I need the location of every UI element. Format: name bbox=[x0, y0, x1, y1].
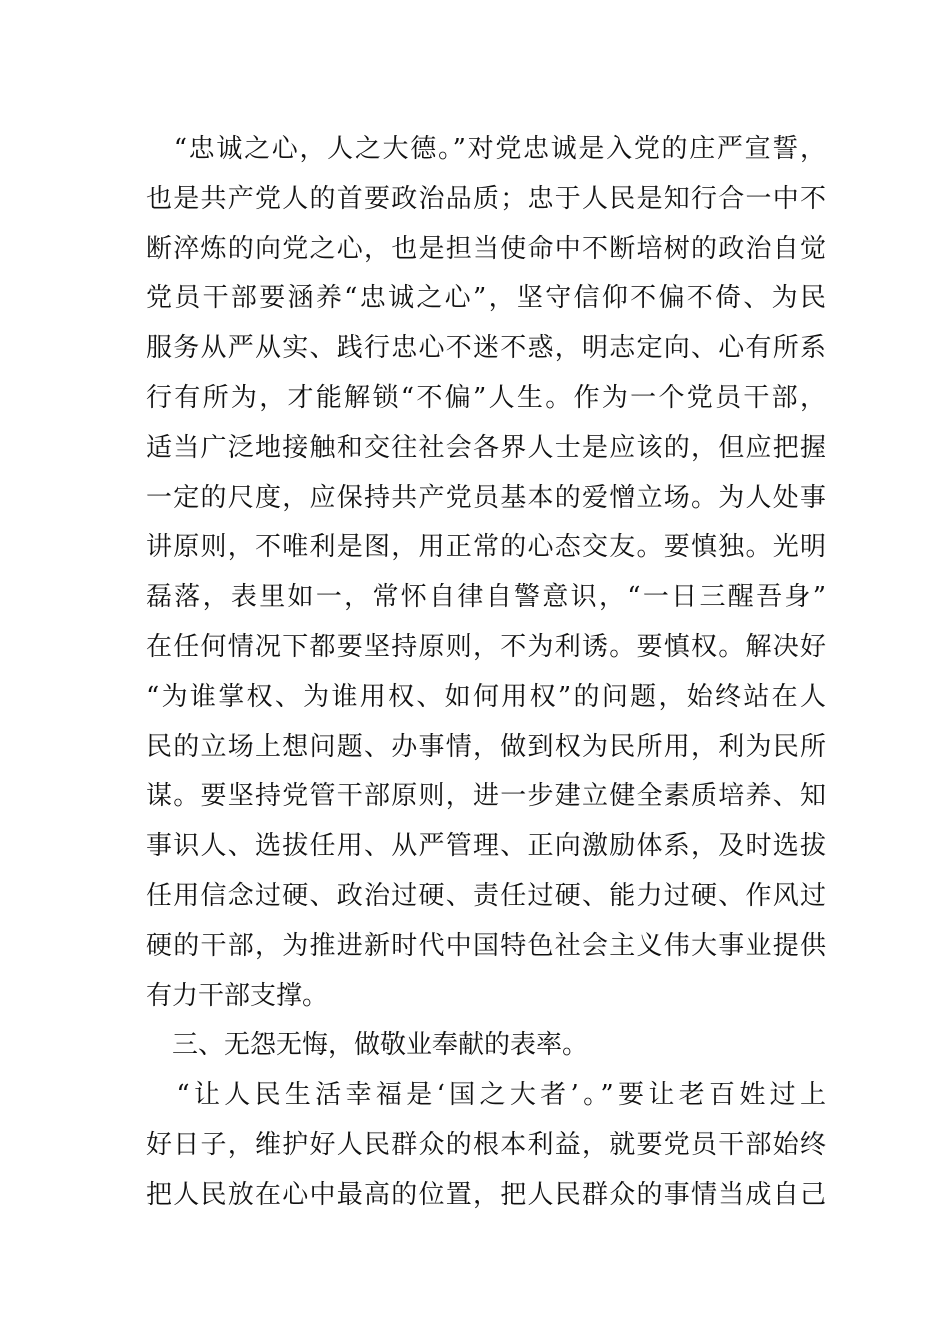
text-line: 任用信念过硬、政治过硬、责任过硬、能力过硬、作风过 bbox=[146, 880, 826, 911]
text-line: 行有所为，才能解锁“不偏”人生。作为一个党员干部， bbox=[146, 382, 826, 413]
text-line: 也是共产党人的首要政治品质；忠于人民是知行合一中不 bbox=[146, 183, 826, 214]
text-line: 民的立场上想问题、办事情，做到权为民所用，利为民所 bbox=[146, 731, 826, 762]
text-line: 断淬炼的向党之心，也是担当使命中不断培树的政治自觉 bbox=[146, 233, 826, 264]
text-line: 一定的尺度，应保持共产党员基本的爱憎立场。为人处事 bbox=[146, 482, 826, 513]
text-line: 在任何情况下都要坚持原则，不为利诱。要慎权。解决好 bbox=[146, 631, 826, 662]
text-line: 适当广泛地接触和交往社会各界人士是应该的，但应把握 bbox=[146, 432, 826, 463]
text-line: 硬的干部，为推进新时代中国特色社会主义伟大事业提供 bbox=[146, 930, 826, 961]
text-line: 党员干部要涵养“忠诚之心”，坚守信仰不偏不倚、为民 bbox=[146, 283, 826, 314]
text-line: 有力干部支撑。 bbox=[146, 980, 329, 1011]
text-line: 事识人、选拔任用、从严管理、正向激励体系，及时选拔 bbox=[146, 831, 826, 862]
text-line: “让人民生活幸福是‘国之大者’。”要让老百姓过上 bbox=[146, 1080, 826, 1111]
text-line: “为谁掌权、为谁用权、如何用权”的问题，始终站在人 bbox=[146, 681, 826, 712]
text-line: 好日子，维护好人民群众的根本利益，就要党员干部始终 bbox=[146, 1129, 826, 1160]
text-line: “忠诚之心，人之大德。”对党忠诚是入党的庄严宣誓， bbox=[146, 134, 826, 164]
text-line: 讲原则，不唯利是图，用正常的心态交友。要慎独。光明 bbox=[146, 532, 826, 563]
section-heading: 三、无怨无悔，做敬业奉献的表率。 bbox=[146, 1030, 589, 1061]
text-line: 把人民放在心中最高的位置，把人民群众的事情当成自己 bbox=[146, 1179, 826, 1210]
text-line: 服务从严从实、践行忠心不迷不惑，明志定向、心有所系 bbox=[146, 333, 826, 364]
text-line: 磊落，表里如一，常怀自律自警意识，“一日三醒吾身” bbox=[146, 582, 826, 613]
text-line: 谋。要坚持党管干部原则，进一步建立健全素质培养、知 bbox=[146, 781, 826, 812]
body-text bbox=[146, 125, 826, 1221]
